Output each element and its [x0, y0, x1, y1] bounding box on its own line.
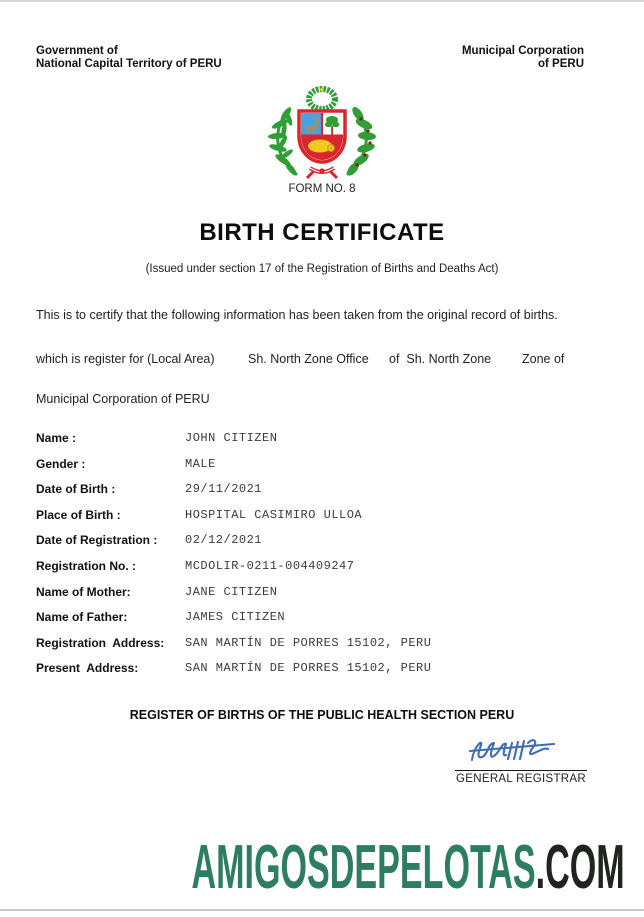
signature-block — [455, 733, 587, 785]
certify-statement: This is to certify that the following information has been taken from the original record of births. — [36, 308, 558, 322]
field-row-date-of-registration — [36, 533, 614, 559]
field-row-gender — [36, 457, 614, 483]
certificate-fields — [36, 431, 614, 687]
document-subtitle: (Issued under section 17 of the Registration of Births and Deaths Act) — [145, 263, 499, 275]
watermark-tld: .COM — [535, 833, 625, 902]
field-row-name-of-mother — [36, 585, 614, 611]
field-label: Date of Registration : — [36, 533, 158, 548]
register-statement-part1: which is register for (Local Area) — [36, 352, 215, 366]
field-value: MALE — [185, 456, 216, 471]
field-label: Gender : — [36, 456, 86, 471]
peru-coat-of-arms-icon — [262, 86, 382, 185]
field-value: 02/12/2021 — [185, 533, 263, 548]
field-value: 29/11/2021 — [185, 482, 263, 497]
field-row-date-of-birth — [36, 482, 614, 508]
issuer-right-line2: of PERU — [538, 58, 584, 70]
issuer-left — [36, 45, 222, 71]
form-number: FORM NO. 8 — [288, 183, 356, 195]
field-row-name — [36, 431, 614, 457]
register-statement — [0, 352, 644, 368]
field-label: Place of Birth : — [36, 507, 121, 522]
field-value: JAMES CITIZEN — [185, 610, 286, 625]
field-label: Name : — [36, 431, 77, 445]
issuer-right — [462, 45, 584, 71]
field-label: Present Address: — [36, 661, 139, 676]
field-value: MCDOLIR-0211-004409247 — [185, 558, 355, 573]
signature-line — [455, 770, 587, 771]
registrar-title: GENERAL REGISTRAR — [456, 773, 586, 785]
field-row-registration-address — [36, 636, 614, 662]
municipal-corporation-line: Municipal Corporation of PERU — [36, 392, 210, 406]
register-of-births-heading: REGISTER OF BIRTHS OF THE PUBLIC HEALTH SECTION PERU — [129, 708, 515, 722]
field-row-registration-no — [36, 559, 614, 585]
field-value: JOHN CITIZEN — [185, 431, 278, 445]
watermark-brand: AMIGOSDEPELOTAS — [191, 833, 536, 902]
bottom-border-line — [0, 909, 644, 911]
field-row-place-of-birth — [36, 508, 614, 534]
field-label: Registration Address: — [36, 635, 165, 650]
watermark — [0, 833, 625, 902]
issuer-left-line2: National Capital Territory of PERU — [36, 58, 222, 70]
register-statement-part4: Zone of — [522, 352, 565, 366]
field-label: Registration No. : — [36, 558, 137, 573]
field-row-present-address — [36, 661, 614, 687]
field-value: JANE CITIZEN — [185, 584, 278, 599]
field-label: Name of Father: — [36, 610, 128, 625]
register-zone-value: of Sh. North Zone — [389, 352, 492, 366]
field-value: SAN MARTÍN DE PORRES 15102, PERU — [185, 635, 432, 650]
field-label: Date of Birth : — [36, 482, 116, 497]
field-value: SAN MARTÍN DE PORRES 15102, PERU — [185, 661, 432, 676]
field-value: HOSPITAL CASIMIRO ULLOA — [185, 507, 363, 522]
field-row-name-of-father — [36, 610, 614, 636]
issuer-left-line1: Government of — [36, 45, 118, 57]
document-title: BIRTH CERTIFICATE — [199, 219, 445, 246]
register-office-value: Sh. North Zone Office — [248, 352, 369, 366]
top-border-line — [0, 0, 644, 2]
field-label: Name of Mother: — [36, 584, 131, 599]
registrar-signature-icon — [466, 733, 576, 769]
issuer-right-line1: Municipal Corporation — [461, 45, 584, 57]
